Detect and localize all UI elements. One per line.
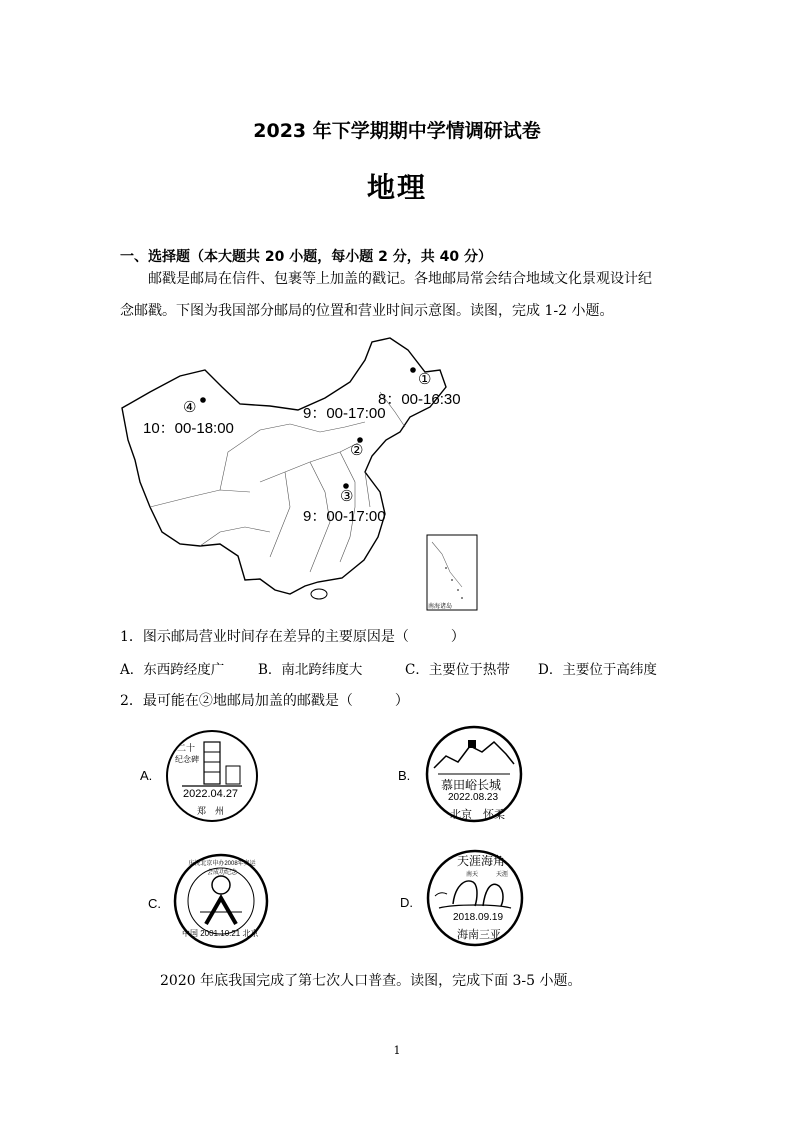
stamp-a-letter: A. xyxy=(140,768,153,783)
stamp-a-place: 郑 州 xyxy=(197,806,225,816)
marker-2-label: ② xyxy=(350,442,364,459)
stamp-d-place: 海南三亚 xyxy=(457,929,501,941)
stamp-a-date: 2022.04.27 xyxy=(183,788,239,800)
stamp-c-date: 中国 2001.10.21 北京 xyxy=(182,929,259,938)
subject-title: 地理 xyxy=(366,171,427,204)
marker-3-hours: 9：00-17:00 xyxy=(303,508,386,525)
marker-1-label: ① xyxy=(418,371,432,388)
china-outline xyxy=(122,338,446,594)
q1-option-c: C．主要位于热带 xyxy=(405,662,510,678)
intro-line-2: 念邮戳。下图为我国部分邮局的位置和营业时间示意图。读图，完成 1-2 小题。 xyxy=(120,303,614,319)
stamp-d-name: 天涯海角 xyxy=(457,854,506,868)
stamp-b-name: 慕田峪长城 xyxy=(441,778,502,792)
stamp-d-tag2: 天涯 xyxy=(496,872,509,878)
page-number: 1 xyxy=(393,1044,401,1057)
q1-option-b: B．南北跨纬度大 xyxy=(258,662,363,678)
stamp-c-ring: 庆祝北京申办2008年奥运会成功纪念 xyxy=(188,861,256,876)
exam-title: 2023 年下学期期中学情调研试卷 xyxy=(253,120,541,142)
stamp-d-date: 2018.09.19 xyxy=(453,912,504,923)
marker-1-dot xyxy=(410,367,416,373)
south-china-sea-inset xyxy=(427,535,477,610)
marker-1-hours: 8：00-16:30 xyxy=(378,391,461,408)
hainan-island xyxy=(311,589,327,599)
stamp-b-date: 2022.08.23 xyxy=(448,792,499,803)
question-1: 1．图示邮局营业时间存在差异的主要原因是（ ） xyxy=(120,629,465,645)
marker-2-hours: 9：00-17:00 xyxy=(303,405,386,422)
marker-4-hours: 10：00-18:00 xyxy=(143,420,234,437)
stamp-a-top: 二十 xyxy=(177,743,196,753)
marker-4-dot xyxy=(200,397,206,403)
marker-4-label: ④ xyxy=(183,399,197,416)
q1-option-a: A．东西跨经度广 xyxy=(120,662,225,678)
stamp-a-sub: 纪念碑 xyxy=(175,755,199,764)
marker-3-label: ③ xyxy=(340,488,354,505)
stamp-b-letter: B. xyxy=(398,768,411,783)
china-map xyxy=(110,332,490,617)
stamp-c-letter: C. xyxy=(148,896,161,911)
question-2: 2．最可能在②地邮局加盖的邮戳是（ ） xyxy=(120,693,409,709)
census-intro: 2020 年底我国完成了第七次人口普查。读图，完成下面 3-5 小题。 xyxy=(160,973,582,989)
inset-label: 南海诸岛 xyxy=(428,603,453,610)
stamp-d-letter: D. xyxy=(400,895,413,910)
intro-line-1: 邮戳是邮局在信件、包裹等上加盖的戳记。各地邮局常会结合地域文化景观设计纪 xyxy=(148,271,652,287)
q1-option-d: D．主要位于高纬度 xyxy=(538,662,657,678)
stamp-d-tag1: 南天 xyxy=(466,872,479,878)
section-heading: 一、选择题（本大题共 20 小题，每小题 2 分，共 40 分） xyxy=(120,249,492,265)
stamp-b-place: 北京 怀柔 xyxy=(450,809,505,821)
